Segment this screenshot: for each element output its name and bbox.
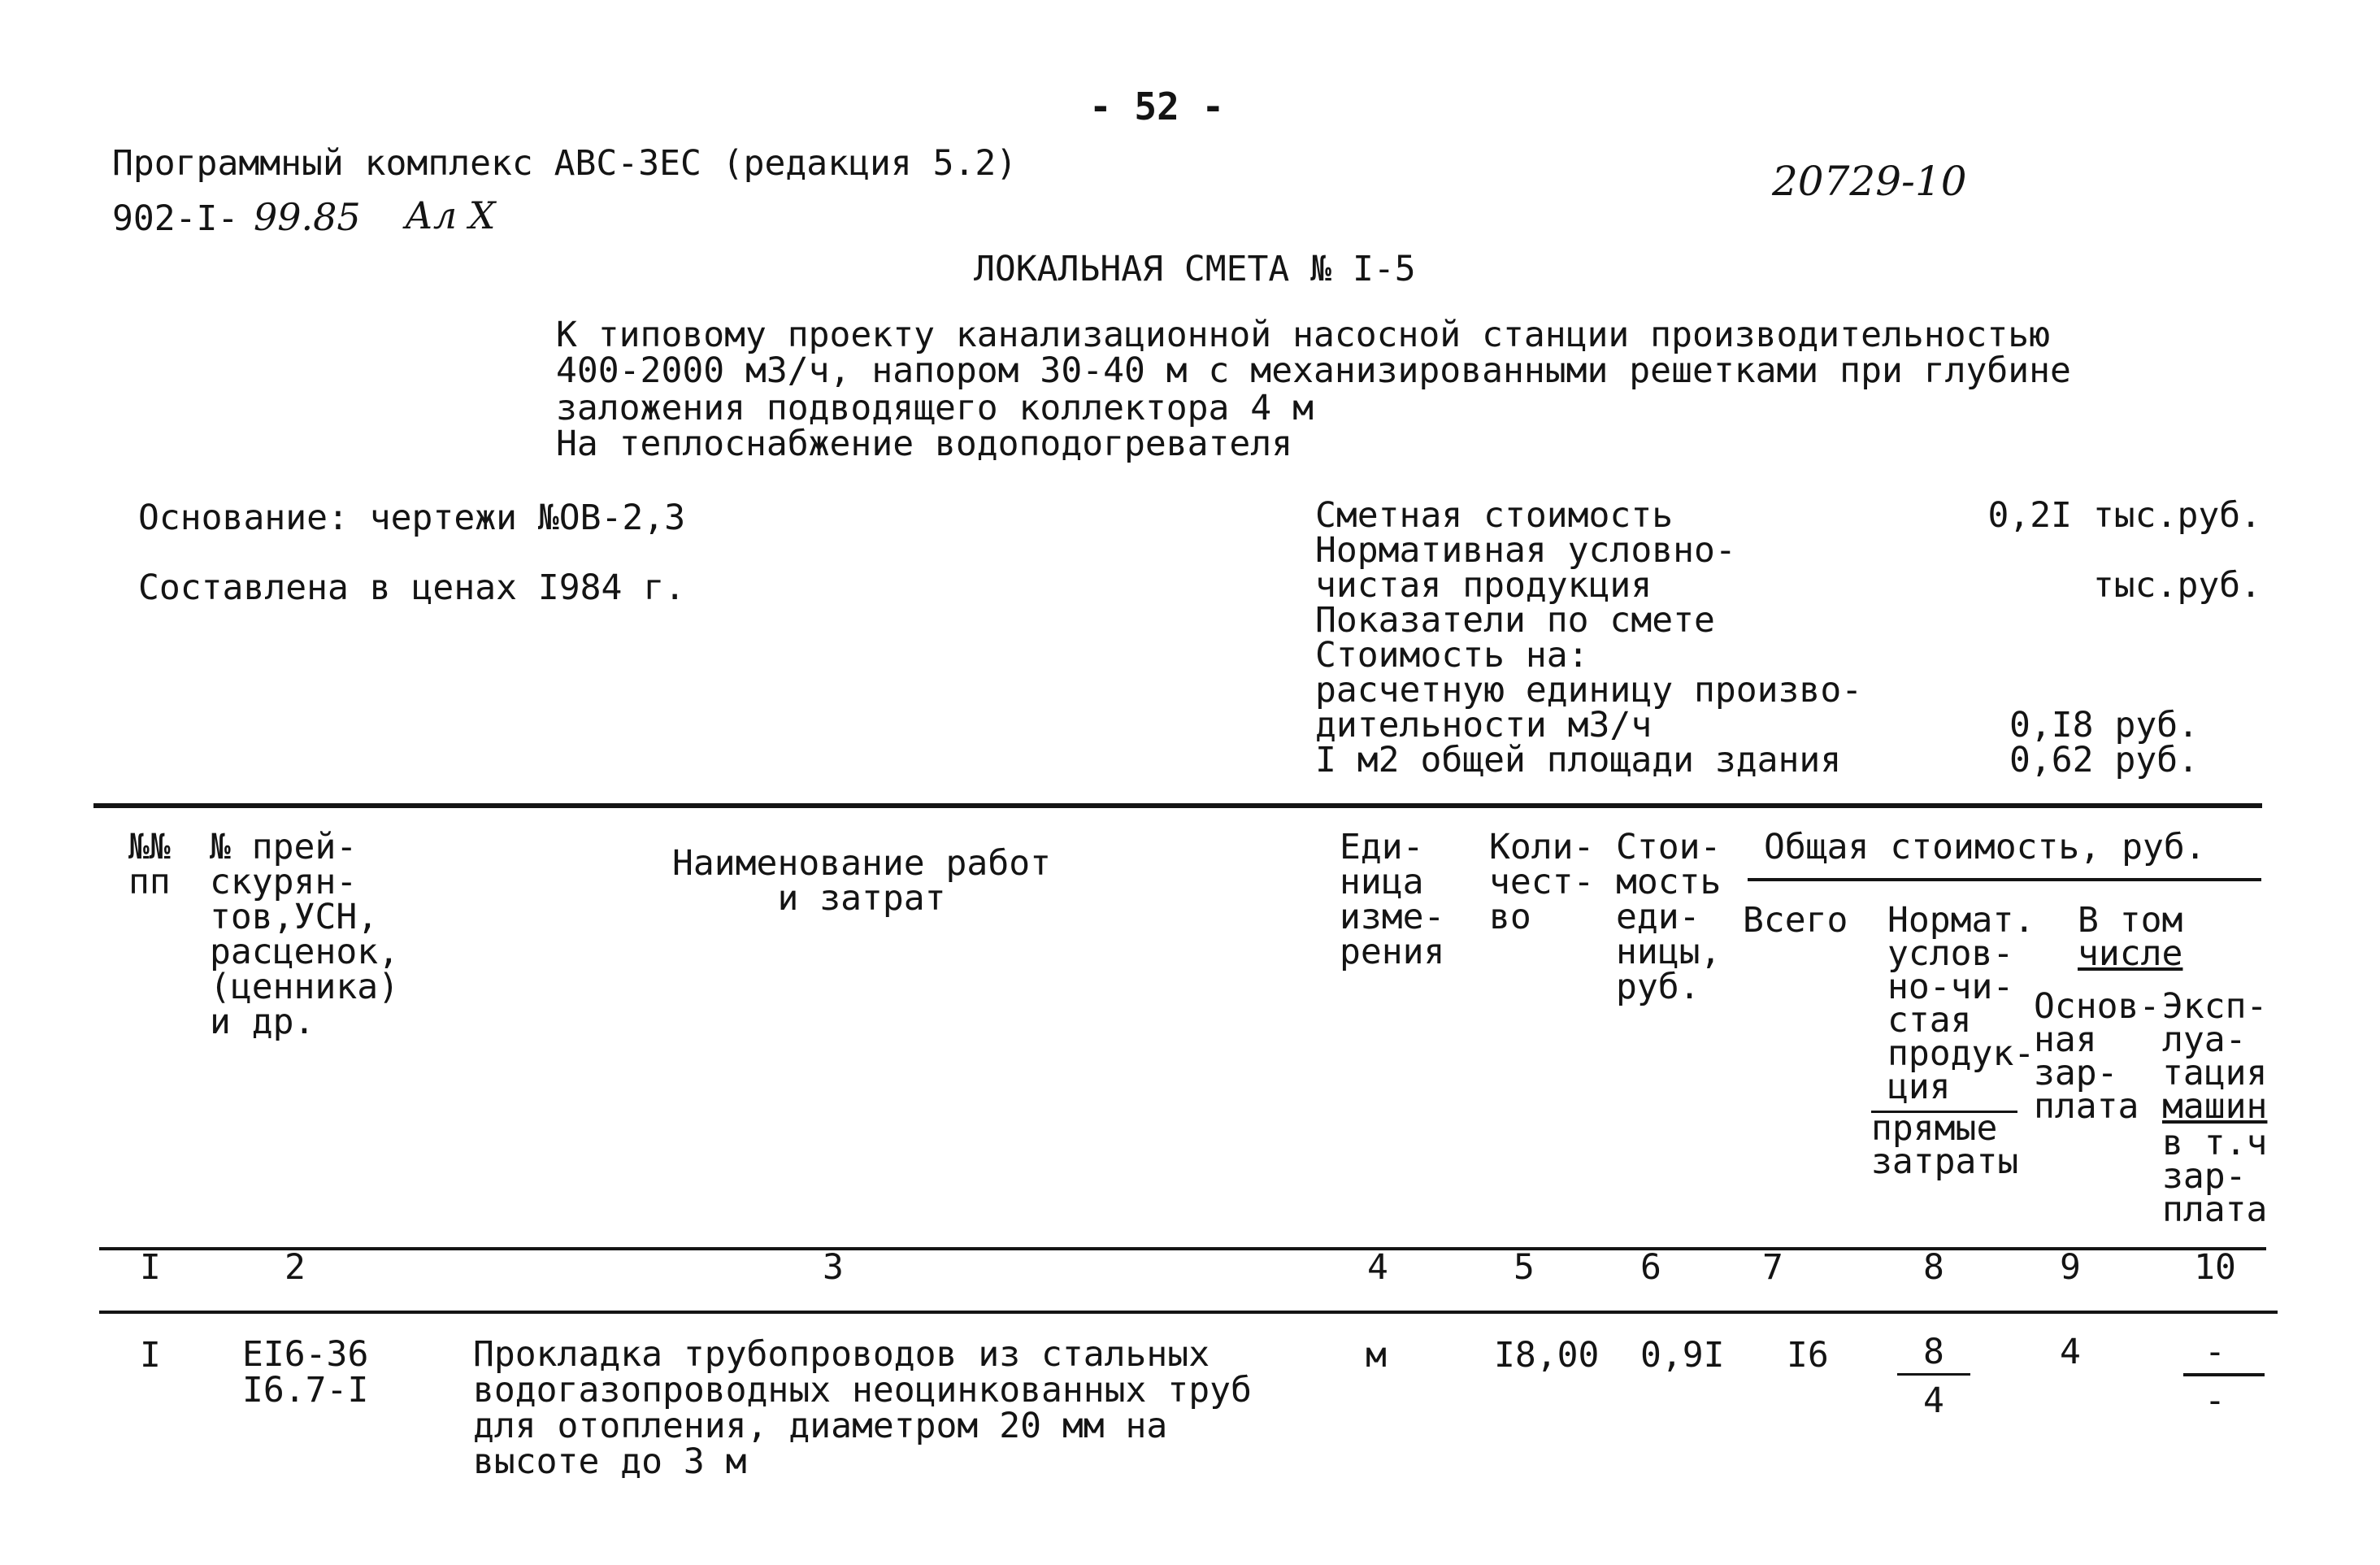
header-col10: тация <box>2162 1053 2268 1093</box>
column-number: 6 <box>1640 1247 1661 1288</box>
inventory-number: 20729-10 <box>1772 158 1967 205</box>
row-code: I6.7-I <box>242 1370 369 1411</box>
header-col9: Основ- <box>2034 986 2161 1027</box>
header-col4: рения <box>1340 932 1445 972</box>
header-col2: (ценника) <box>210 967 399 1007</box>
norm-label: чистая продукция <box>1315 565 1653 606</box>
header-col6: руб. <box>1616 967 1700 1007</box>
header-col4: Еди- <box>1340 827 1424 867</box>
column-number: 2 <box>284 1247 306 1288</box>
area-label: I м2 общей площади здания <box>1315 740 1842 780</box>
header-col2: расценок, <box>210 932 399 972</box>
cost-value: 0,2I тыс.руб. <box>1987 495 2261 536</box>
row-name-line: высоте до 3 м <box>473 1441 747 1482</box>
column-number: 9 <box>2060 1247 2081 1288</box>
header-col7: Всего <box>1743 900 1848 941</box>
header-col6: мость <box>1616 862 1722 902</box>
header-col10: луа- <box>2162 1019 2247 1060</box>
row-machines-top: - <box>2204 1332 2226 1372</box>
header-col10: Эксп- <box>2162 986 2268 1027</box>
row-name-line: Прокладка трубопроводов из стальных <box>473 1334 1210 1375</box>
header-col4: изме- <box>1340 897 1445 937</box>
header-col6: еди- <box>1616 897 1700 937</box>
cost-for-label: Стоимость на: <box>1315 635 1589 676</box>
row-norm-bottom: 4 <box>1923 1380 1944 1421</box>
header-total-cost: Общая стоимость, руб. <box>1764 827 2206 867</box>
header-col1: №№ <box>128 827 171 867</box>
row-unit: м <box>1366 1335 1387 1376</box>
header-col8: продук- <box>1887 1033 2035 1074</box>
prices-year: Составлена в ценах I984 г. <box>138 567 686 608</box>
unit-value: 0,I8 руб. <box>2009 705 2199 746</box>
header-col2: № прей- <box>210 827 358 867</box>
header-col8: стая <box>1887 1000 1972 1041</box>
header-col9: плата <box>2034 1086 2139 1127</box>
row-code: EI6-36 <box>242 1334 369 1375</box>
program-name: Программный комплекс АВС-ЗЕС (редакция 5.2) <box>112 143 1018 184</box>
header-col6: ницы, <box>1616 932 1722 972</box>
header-col1: пп <box>128 862 171 902</box>
row-machines-divider <box>2183 1373 2265 1376</box>
header-col10-sub: плата <box>2162 1189 2268 1230</box>
row-machines-bottom: - <box>2204 1380 2226 1421</box>
unit-label: расчетную единицу произво- <box>1315 670 1863 711</box>
subtitle-line: К типовому проекту канализационной насосной станции производительностью <box>556 315 2051 355</box>
header-including: числе <box>2078 933 2183 974</box>
header-col8: услов- <box>1887 933 2014 974</box>
header-col9: ная <box>2034 1019 2097 1060</box>
basis: Основание: чертежи №ОВ-2,3 <box>138 498 686 538</box>
header-col5: Коли- <box>1489 827 1595 867</box>
header-col4: ница <box>1340 862 1424 902</box>
row-name-line: водогазопроводных неоцинкованных труб <box>473 1370 1252 1411</box>
header-col2: тов,УСН, <box>210 897 379 937</box>
project-code-prefix: 902-I- <box>112 198 239 239</box>
row-number: I <box>140 1335 161 1376</box>
header-col8-sub: затраты <box>1871 1141 2019 1182</box>
area-value: 0,62 руб. <box>2009 740 2199 780</box>
subtitle-line: 400-2000 м3/ч, напором 30-40 м с механизированными решетками при глубине <box>556 350 2071 391</box>
header-col10: машин <box>2162 1086 2268 1127</box>
header-col5: во <box>1489 897 1531 937</box>
project-code-handwritten: 99.85 <box>254 195 361 239</box>
document-title: ЛОКАЛЬНАЯ СМЕТА № I-5 <box>974 249 1416 289</box>
header-col2: скурян- <box>210 862 358 902</box>
header-including: В том <box>2078 900 2183 941</box>
norm-value: тыс.руб. <box>2092 565 2261 606</box>
header-col3: Наименование работ <box>672 843 1051 884</box>
column-number: 7 <box>1762 1247 1783 1288</box>
row-wage: 4 <box>2060 1332 2081 1372</box>
header-col10-sub: зар- <box>2162 1156 2247 1197</box>
header-col8: Нормат. <box>1887 900 2035 941</box>
header-col9: зар- <box>2034 1053 2118 1093</box>
norm-label: Нормативная условно- <box>1315 530 1736 571</box>
cost-label: Сметная стоимость <box>1315 495 1674 536</box>
album-mark: Ал X <box>405 193 496 237</box>
subtitle-line: заложения подводящего коллектора 4 м <box>556 388 1314 428</box>
column-number: 3 <box>823 1247 844 1288</box>
row-name-line: для отопления, диаметром 20 мм на <box>473 1406 1168 1446</box>
column-numbers-rule <box>99 1311 2278 1314</box>
header-col8: но-чи- <box>1887 967 2014 1007</box>
column-number: I <box>140 1247 161 1288</box>
row-qty: I8,00 <box>1494 1335 1600 1376</box>
subtitle-line: На теплоснабжение водоподогревателя <box>556 424 1293 464</box>
header-col2: и др. <box>210 1002 315 1042</box>
page-number: - 52 - <box>1089 85 1225 128</box>
header-col10-sub: в т.ч <box>2162 1123 2268 1163</box>
total-cost-rule <box>1748 878 2261 881</box>
unit-label: дительности м3/ч <box>1315 705 1653 746</box>
header-col5: чест- <box>1489 862 1595 902</box>
indicators-label: Показатели по смете <box>1315 600 1715 641</box>
header-col8: ция <box>1887 1067 1951 1107</box>
row-norm-divider <box>1897 1373 1970 1376</box>
row-total: I6 <box>1787 1335 1829 1376</box>
header-col3: и затрат <box>777 878 946 919</box>
column-number: 8 <box>1923 1247 1944 1288</box>
table-top-rule <box>93 803 2262 808</box>
column-number: 4 <box>1367 1247 1388 1288</box>
row-norm-top: 8 <box>1923 1332 1944 1372</box>
column-number: 5 <box>1514 1247 1535 1288</box>
header-col6: Стои- <box>1616 827 1722 867</box>
row-unit-cost: 0,9I <box>1640 1335 1725 1376</box>
column-number: 10 <box>2194 1247 2236 1288</box>
header-col8-sub: прямые <box>1871 1108 1998 1149</box>
